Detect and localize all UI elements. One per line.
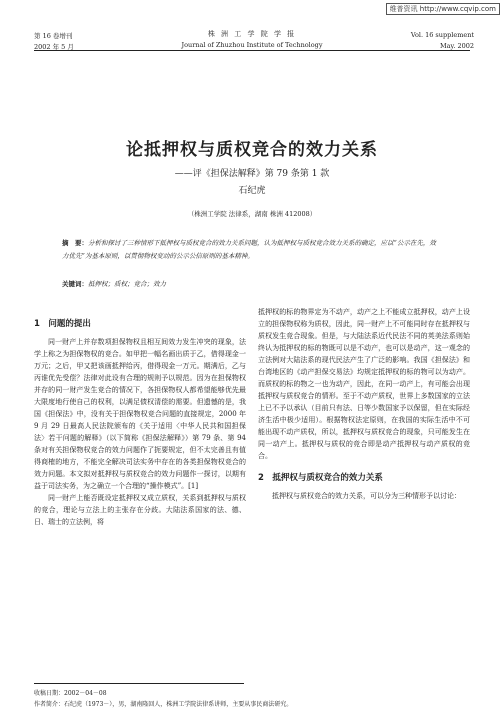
article-subtitle: ——评《担保法解释》第 79 条第 1 款 bbox=[174, 169, 330, 179]
section-1-paragraph-1: 同一财产上并存数项担保物权且相互间效力发生冲突的现象，法学上称之为担保物权的竞合。如甲把一幅名画出质于乙，借得现金一万元；之后，甲又把该画抵押给丙，借得现金一万元。期满后，乙与丙谁优先受偿？法律对此设有合理的规则予以规范。因为在担保物权并存的同一财产发生竞合的情况下，各担保物权人都希望能够优先最大限度地行使自己的权利，以满足债权清偿的需要。但遗憾的是，我国《担保法》中，没有关于担保物权竞合问题的直接规定，2000 年 9 月 29 日最高人民法院颁布的《关于适用〈中华人民共和国担保法〉若干问题的解释》（以下简称《担保法解释》）第 79 条、第 94 条对有关担保物权竞合的效力问题作了扼要规定，但不太完善且有值得商榷的地方，不能完全解决司法实务中存在的各类担保物权竞合的效力问题。本文拟对抵押权与质权竞合的效力问题作一探讨，以期有益于司法实务，为之确立一个合理的“操作模式”。[1] bbox=[34, 338, 246, 490]
header-volume-cn: 第 16 卷增刊 bbox=[34, 32, 73, 40]
article-author: 石纪虎 bbox=[238, 186, 266, 196]
section-2-paragraph-1: 抵押权与质权竞合的效力关系，可以分为三种情形予以讨论： bbox=[272, 492, 461, 500]
footnote-rule bbox=[34, 683, 244, 684]
abstract-text: 分析和探讨了三种情形下抵押权与质权竞合的效力关系问题，认为抵押权与质权竞合效力关系的确定，应以“公示在先，效力优先”为基本原则，以贯彻物权变动的公示公信原则的基本精神。 bbox=[62, 239, 436, 260]
abstract bbox=[62, 237, 442, 263]
journal-title-en: Journal of Zhuzhou Institute of Technology bbox=[181, 41, 323, 49]
keywords-label: 关键词： bbox=[62, 280, 88, 288]
section-2-heading: 2 抵押权与质权竞合的效力关系 bbox=[258, 473, 383, 483]
right-paragraph-1: 抵押权的标的物界定为不动产，动产之上不能成立抵押权，动产上设立的担保物权称为质权，因此，同一财产上不可能同时存在抵押权与质权发生竞合现象。但是，与大陆法系近代民法不同的英美法系则始终认为抵押权的标的物既可以是不动产，也可以是动产，这一观念的立法例对大陆法系的现代民法产生了广泛的影响。我国《担保法》和台湾地区的《动产担保交易法》均规定抵押权的标的物可以为动产。而质权的标的物之一也为动产，因此，在同一动产上，有可能会出现抵押权与质权竞合的情形。至于不动产质权，世界上多数国家的立法上已不予以承认（目前只有法、日等少数国家予以保留，但在实际经济生活中极少适用）。根据物权法定原则，在我国的实际生活中不可能出现不动产质权，所以，抵押权与质权竞合的现象，只可能发生在同一动产上。抵押权与质权的竞合即是动产抵押权与动产质权的竞合。 bbox=[258, 308, 470, 460]
abstract-label: 摘 要： bbox=[62, 239, 88, 247]
article-title: 论抵押权与质权竞合的效力关系 bbox=[126, 140, 378, 160]
right-column bbox=[258, 306, 470, 502]
footnote-author-intro: 作者简介：石纪虎（1973－），男，湖南隆回人，株洲工学院法律系讲师，主要从事民商法研究。 bbox=[34, 701, 293, 708]
header-volume-en: Vol. 16 supplement bbox=[410, 31, 474, 39]
left-column bbox=[34, 318, 246, 528]
article-affiliation: （株洲工学院 法律系，湖南 株洲 412008） bbox=[187, 210, 317, 218]
keywords-text: 抵押权；质权；竞合；效力 bbox=[88, 280, 166, 288]
section-1-paragraph-2: 同一财产上能否既设定抵押权又成立质权，关系到抵押权与质权的竞合，理论与立法上的主张存在分歧。大陆法系国家的法、德、日、瑞士的立法例，将 bbox=[34, 494, 246, 526]
section-1-heading: 1 问题的提出 bbox=[34, 319, 91, 329]
journal-title-cn: 株 洲 工 学 院 学 报 bbox=[207, 30, 297, 38]
header-date-cn: 2002 年 5 月 bbox=[34, 43, 74, 51]
footnote-received: 收稿日期：2002－04－08 bbox=[34, 690, 107, 697]
keywords bbox=[62, 279, 442, 288]
header-date-en: May. 2002 bbox=[439, 42, 474, 50]
header-rule bbox=[34, 50, 470, 51]
watermark-label: 维普资讯 http://www.cqvip.com bbox=[386, 3, 500, 15]
